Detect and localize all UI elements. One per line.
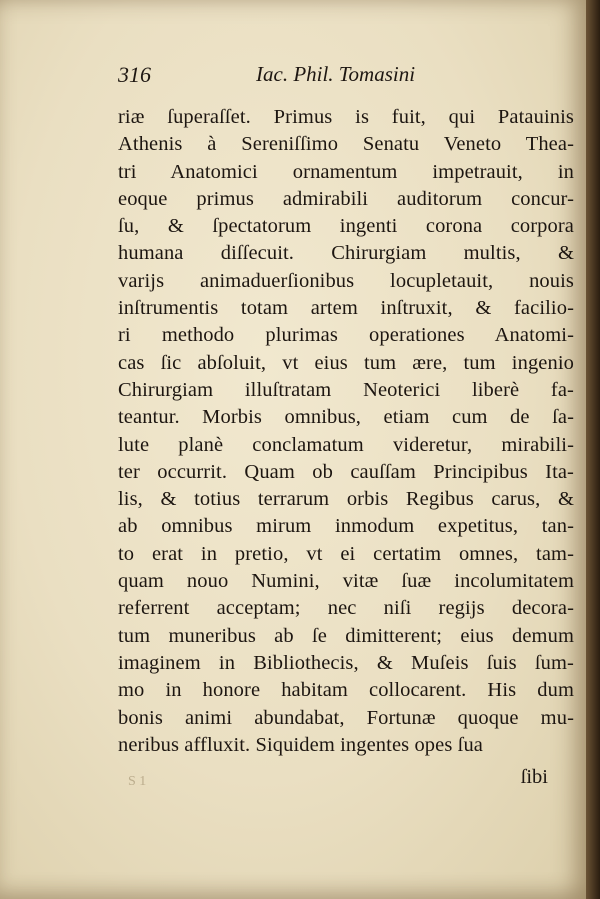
text-line: to erat in pretio, vt ei certatim omnes, tam- bbox=[118, 542, 574, 565]
text-line: tum muneribus ab ſe dimitterent; eius demum bbox=[118, 624, 574, 647]
text-line: varijs animaduerſionibus locupletauit, nouis bbox=[118, 269, 574, 292]
text-line: teantur. Morbis omnibus, etiam cum de ſa- bbox=[118, 406, 574, 429]
text-line: imaginem in Bibliothecis, & Muſeis ſuis ſum- bbox=[118, 651, 574, 674]
text-line: Chirurgiam illuſtratam Neoterici liberè fa- bbox=[118, 378, 574, 401]
signature-mark: S 1 bbox=[128, 774, 147, 789]
page-footer bbox=[118, 766, 574, 796]
text-line: lis, & totius terrarum orbis Regibus carus, & bbox=[118, 488, 574, 511]
page-edge bbox=[586, 0, 600, 899]
text-line: referrent acceptam; nec niſi regijs decora- bbox=[118, 597, 574, 620]
text-line: ter occurrit. Quam ob cauſſam Principibus Ita- bbox=[118, 460, 574, 483]
catchword: ſibi bbox=[520, 766, 548, 788]
text-line: lute planè conclamatum videretur, mirabili- bbox=[118, 433, 574, 456]
text-line: quam nouo Numini, vitæ ſuæ incolumitatem bbox=[118, 570, 574, 593]
text-line: tri Anatomici ornamentum impetrauit, in bbox=[118, 160, 574, 183]
running-head bbox=[118, 60, 438, 90]
text-line: eoque primus admirabili auditorum concur- bbox=[118, 187, 574, 210]
text-line: ab omnibus mirum inmodum expetitus, tan- bbox=[118, 515, 574, 538]
text-line: neribus affluxit. Siquidem ingentes opes ſua bbox=[118, 733, 483, 756]
text-line: ri methodo plurimas operationes Anatomi- bbox=[118, 324, 574, 347]
text-line: riæ ſuperaſſet. Primus is fuit, qui Patauinis bbox=[118, 106, 574, 128]
text-line: humana diſſecuit. Chirurgiam multis, & bbox=[118, 242, 574, 265]
text-line: Athenis à Sereniſſimo Senatu Veneto Thea- bbox=[118, 133, 574, 156]
text-line: mo in honore habitam collocarent. His dum bbox=[118, 679, 574, 702]
page-number: 316 bbox=[118, 62, 151, 87]
text-line: ſu, & ſpectatorum ingenti corona corpora bbox=[118, 215, 574, 238]
text-line: inſtrumentis totam artem inſtruxit, & facilio- bbox=[118, 297, 574, 320]
body-text bbox=[118, 104, 574, 759]
text-line: cas ſic abſoluit, vt eius tum ære, tum ingenio bbox=[118, 351, 574, 374]
running-title: Iac. Phil. Tomasini bbox=[256, 62, 416, 86]
text-line: bonis animi abundabat, Fortunæ quoque mu- bbox=[118, 706, 574, 729]
